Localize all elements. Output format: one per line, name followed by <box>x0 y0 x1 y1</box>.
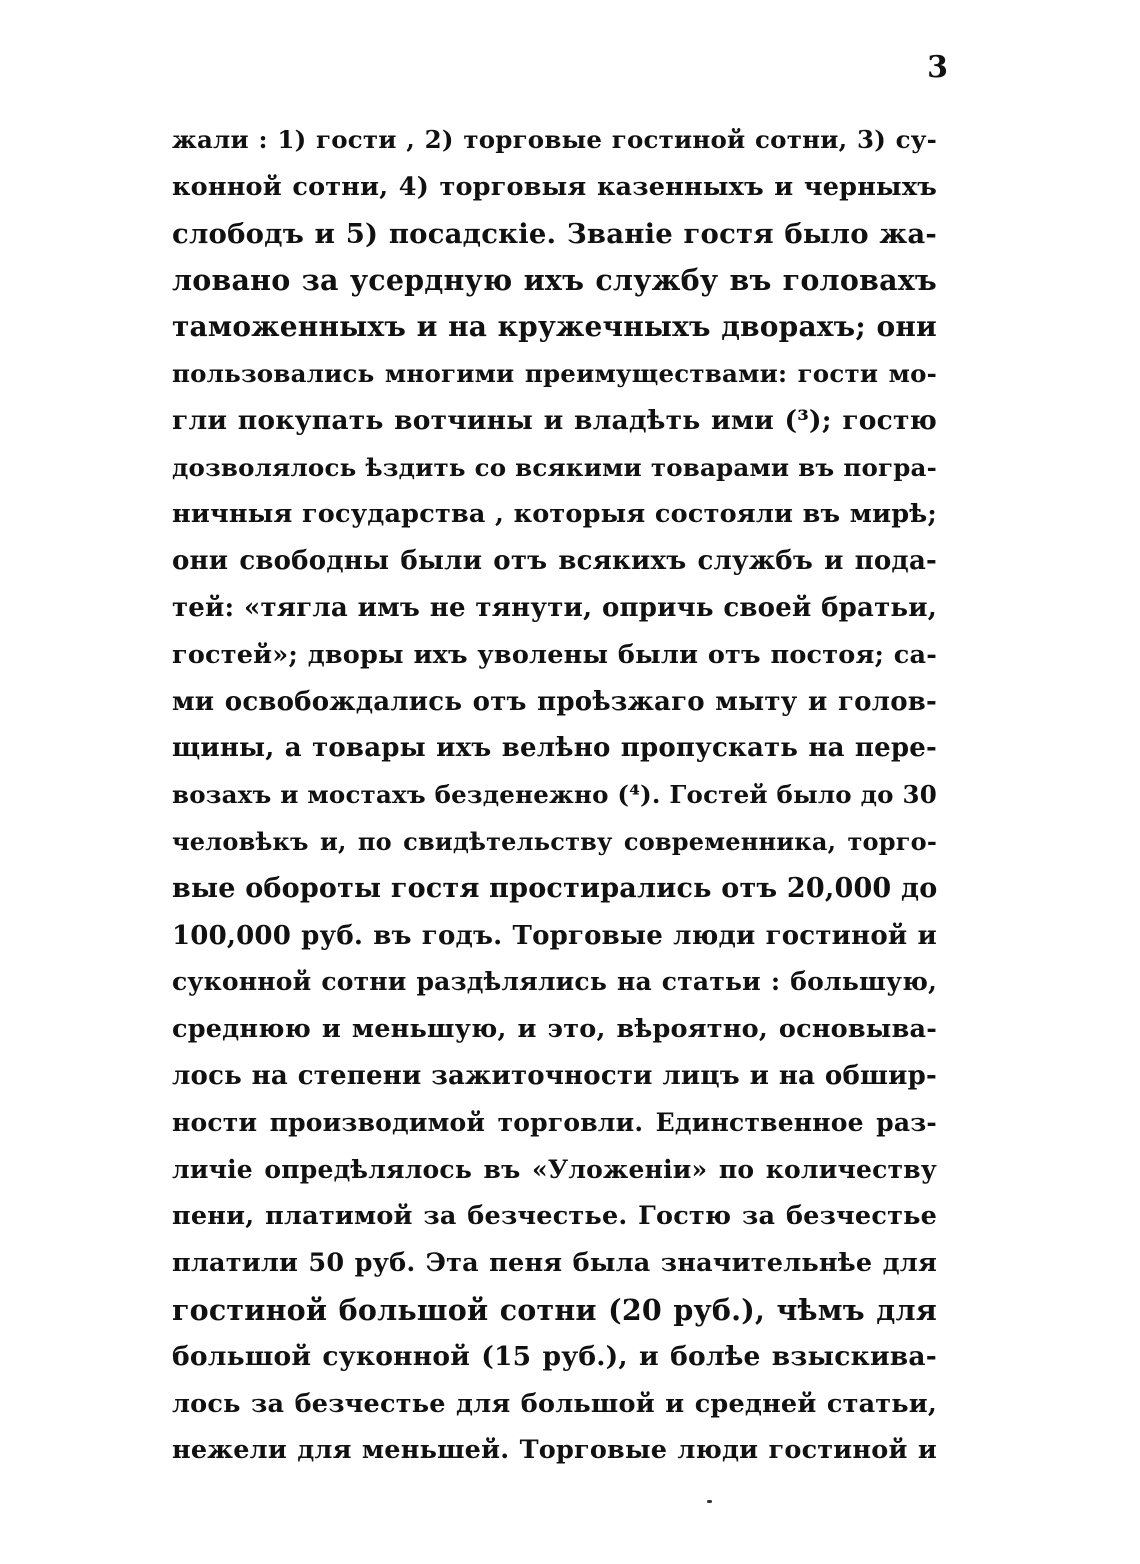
text-line: гостиной большой сотни (20 руб.), чѣмъ для <box>172 1292 937 1327</box>
text-line: суконной сотни раздѣлялись на статьи : большую, <box>172 967 937 997</box>
text-line: платили 50 руб. Эта пеня была значительнѣе для <box>172 1248 937 1279</box>
page-number: 3 <box>927 50 948 85</box>
text-line: лось на степени зажиточности лицъ и на обшир- <box>172 1060 937 1091</box>
text-line: таможенныхъ и на кружечныхъ дворахъ; они <box>172 310 937 344</box>
text-line: пользовались многими преимуществами: гости мо- <box>172 358 937 388</box>
text-line: личіе опредѣлялось въ «Уложеніи» по количеству <box>172 1154 937 1184</box>
text-line: жали : 1) гости , 2) торговые гостиной сотни, 3) су- <box>172 125 937 154</box>
text-line: тей: «тягла имъ не тянути, опричь своей братьи, <box>172 592 937 623</box>
text-line: пени, платимой за безчестье. Гостю за безчестье <box>172 1201 937 1232</box>
text-line: лось за безчестье для большой и средней статьи, <box>172 1388 937 1419</box>
text-line: конной сотни, 4) торговыя казенныхъ и черныхъ <box>172 171 937 202</box>
text-line: вые обороты гостя простирались отъ 20,000 до <box>172 872 938 904</box>
text-line: нежели для меньшей. Торговые люди гостиной и <box>172 1435 937 1466</box>
text-line: ности производимой торговли. Единственное раз- <box>172 1107 937 1137</box>
text-line: они свободны были отъ всякихъ службъ и пода- <box>172 546 937 577</box>
text-line: ми освобождались отъ проѣзжаго мыту и голов- <box>172 686 937 717</box>
text-line: ловано за усердную ихъ службу въ головахъ <box>172 263 937 298</box>
text-line: слободъ и 5) посадскіе. Званіе гостя было жа- <box>172 217 937 250</box>
text-line: человѣкъ и, по свидѣтельству современника, торго- <box>172 826 937 856</box>
text-line: гли покупать вотчины и владѣть ими (³); гостю <box>172 404 937 436</box>
text-line: среднюю и меньшую, и это, вѣроятно, основыва- <box>172 1014 937 1045</box>
text-line: большой суконной (15 руб.), и болѣе взыскива- <box>172 1340 937 1372</box>
text-line: гостей»; дворы ихъ уволены были отъ постоя; са- <box>172 639 937 670</box>
text-line: дозволялось ѣздить со всякими товарами въ погра- <box>172 452 937 482</box>
ink-speck <box>707 1500 712 1503</box>
text-line: 100,000 руб. въ годъ. Торговые люди гостиной и <box>172 920 937 951</box>
body-text <box>172 117 937 1474</box>
text-line: возахъ и мостахъ безденежно (⁴). Гостей было до 30 <box>172 780 937 810</box>
text-line: щины, а товары ихъ велѣно пропускать на пере- <box>172 733 937 764</box>
text-line: ничныя государства , которыя состояли въ мирѣ; <box>172 499 937 530</box>
